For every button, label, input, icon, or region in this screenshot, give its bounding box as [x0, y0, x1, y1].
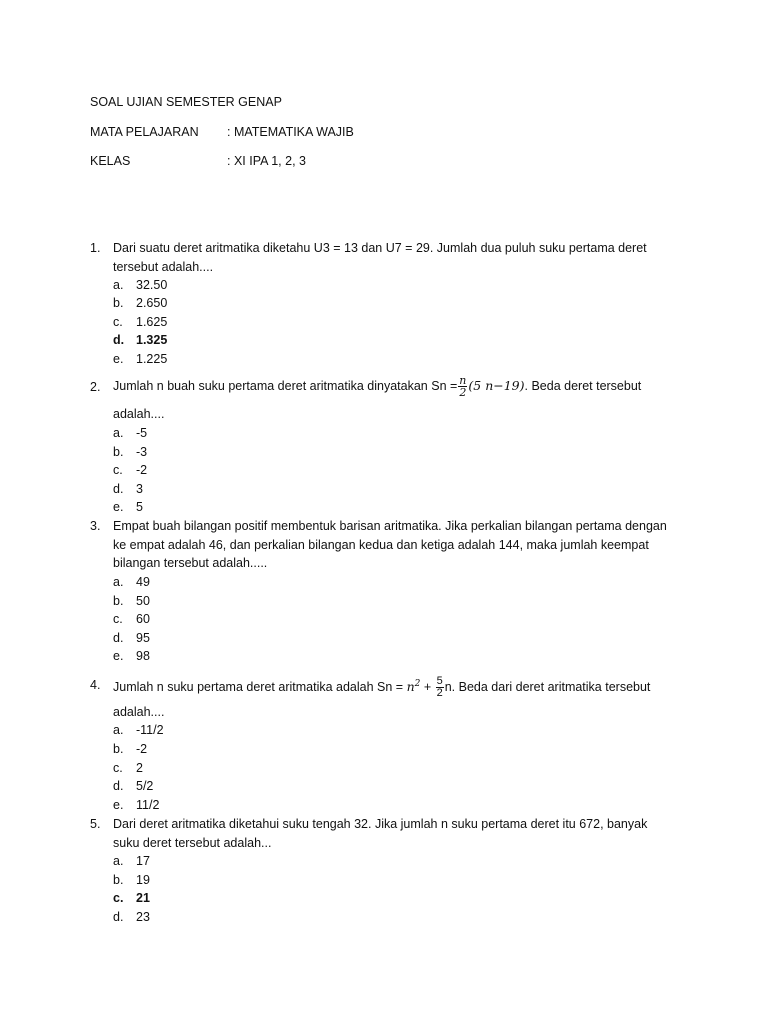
option-letter: c. [113, 761, 123, 775]
option-letter: b. [113, 594, 124, 608]
option-text: -2 [136, 742, 148, 756]
question-text: Dari suatu deret aritmatika diketahu U3 = 13 dan U7 = 29. Jumlah dua puluh suku pertama deret [113, 241, 647, 255]
option-b [113, 741, 147, 757]
question-number: 2. [90, 380, 101, 394]
option-c [113, 611, 150, 627]
question-text: suku deret tersebut adalah... [113, 836, 272, 850]
question-text: bilangan tersebut adalah..... [113, 556, 268, 570]
option-e [113, 351, 167, 367]
option-a [113, 277, 167, 293]
option-e [113, 797, 159, 813]
option-d [113, 332, 167, 348]
question-text-formula [113, 668, 650, 703]
formula-exponent: 2 [414, 679, 421, 689]
option-letter: a. [113, 723, 124, 737]
question-number: 4. [90, 678, 101, 692]
option-b [113, 872, 150, 888]
option-text: 23 [136, 910, 150, 924]
option-a [113, 853, 150, 869]
option-letter: d. [113, 910, 124, 924]
option-letter: e. [113, 798, 124, 812]
option-d [113, 778, 153, 794]
option-a [113, 722, 164, 738]
option-text: 1.225 [136, 352, 168, 366]
option-b [113, 295, 167, 311]
option-text: -2 [136, 463, 148, 477]
option-letter: c. [113, 891, 124, 905]
option-text: -3 [136, 445, 148, 459]
formula-plus: + [420, 680, 435, 695]
question-number: 1. [90, 241, 101, 255]
option-letter: a. [113, 575, 124, 589]
option-b [113, 444, 147, 460]
option-text: 1.325 [136, 333, 168, 347]
question-text: Dari deret aritmatika diketahui suku tengah 32. Jika jumlah n suku pertama deret itu 672, banyak [113, 817, 648, 831]
option-text: 98 [136, 649, 150, 663]
option-d [113, 909, 150, 925]
option-letter: e. [113, 649, 124, 663]
option-a [113, 425, 147, 441]
option-d [113, 481, 143, 497]
option-c [113, 760, 143, 776]
formula-term: n [406, 679, 415, 695]
option-letter: a. [113, 426, 124, 440]
question-number: 5. [90, 817, 101, 831]
option-text: 5 [136, 500, 143, 514]
option-letter: b. [113, 873, 124, 887]
option-text: 50 [136, 594, 150, 608]
option-letter: d. [113, 779, 124, 793]
option-c [113, 314, 167, 330]
option-c [113, 462, 147, 478]
option-letter: b. [113, 742, 124, 756]
option-letter: c. [113, 612, 123, 626]
subject-label: MATA PELAJARAN [90, 125, 199, 139]
class-value: : XI IPA 1, 2, 3 [227, 154, 306, 168]
formula-prefix: Jumlah n suku pertama deret aritmatika adalah Sn = [113, 680, 407, 695]
option-e [113, 648, 150, 664]
option-text: 5/2 [136, 779, 154, 793]
option-letter: d. [113, 482, 124, 496]
option-text: 21 [136, 891, 150, 905]
option-letter: e. [113, 352, 124, 366]
option-text: 2 [136, 761, 143, 775]
option-text: -5 [136, 426, 148, 440]
question-text: ke empat adalah 46, dan perkalian bilangan kedua dan ketiga adalah 144, maka jumlah keempat [113, 538, 649, 552]
exam-title [90, 94, 282, 110]
option-text: -11/2 [136, 723, 164, 737]
option-letter: a. [113, 278, 124, 292]
option-letter: c. [113, 463, 123, 477]
question-number: 3. [90, 519, 101, 533]
option-text: 95 [136, 631, 150, 645]
class-row [90, 153, 306, 169]
question-text-formula [113, 370, 641, 402]
fraction-n-over-2 [458, 375, 467, 398]
fraction-numerator: 5 [436, 675, 443, 688]
question-text: tersebut adalah.... [113, 260, 214, 274]
option-letter: d. [113, 333, 125, 347]
exam-title-text: SOAL UJIAN SEMESTER GENAP [90, 95, 282, 109]
option-text: 17 [136, 854, 150, 868]
formula-suffix: n. Beda dari deret aritmatika tersebut [444, 680, 651, 695]
fraction-5-over-2 [436, 676, 444, 699]
class-label: KELAS [90, 154, 131, 168]
formula-prefix: Jumlah n buah suku pertama deret aritmatika dinyatakan Sn = [113, 379, 458, 393]
option-text: 2.650 [136, 296, 168, 310]
option-c [113, 890, 150, 906]
option-letter: b. [113, 445, 124, 459]
fraction-denominator: 2 [436, 687, 443, 700]
question-text: Empat buah bilangan positif membentuk barisan aritmatika. Jika perkalian bilangan pertama dengan [113, 519, 667, 533]
option-a [113, 574, 150, 590]
option-d [113, 630, 150, 646]
option-text: 60 [136, 612, 150, 626]
option-text: 49 [136, 575, 150, 589]
option-letter: b. [113, 296, 124, 310]
fraction-denominator: 2 [459, 386, 467, 400]
subject-row [90, 124, 354, 140]
subject-value: : MATEMATIKA WAJIB [227, 125, 354, 139]
option-text: 3 [136, 482, 143, 496]
option-text: 19 [136, 873, 150, 887]
option-text: 32.50 [136, 278, 168, 292]
option-letter: d. [113, 631, 124, 645]
question-text: adalah.... [113, 407, 165, 421]
formula-suffix: . Beda deret tersebut [524, 379, 642, 393]
option-letter: c. [113, 315, 123, 329]
option-letter: a. [113, 854, 124, 868]
formula-expression: (5 n−19) [468, 378, 525, 393]
option-text: 11/2 [136, 798, 160, 812]
option-e [113, 499, 143, 515]
fraction-numerator: n [459, 374, 467, 388]
option-letter: e. [113, 500, 124, 514]
option-text: 1.625 [136, 315, 168, 329]
question-text: adalah.... [113, 705, 165, 719]
option-b [113, 593, 150, 609]
